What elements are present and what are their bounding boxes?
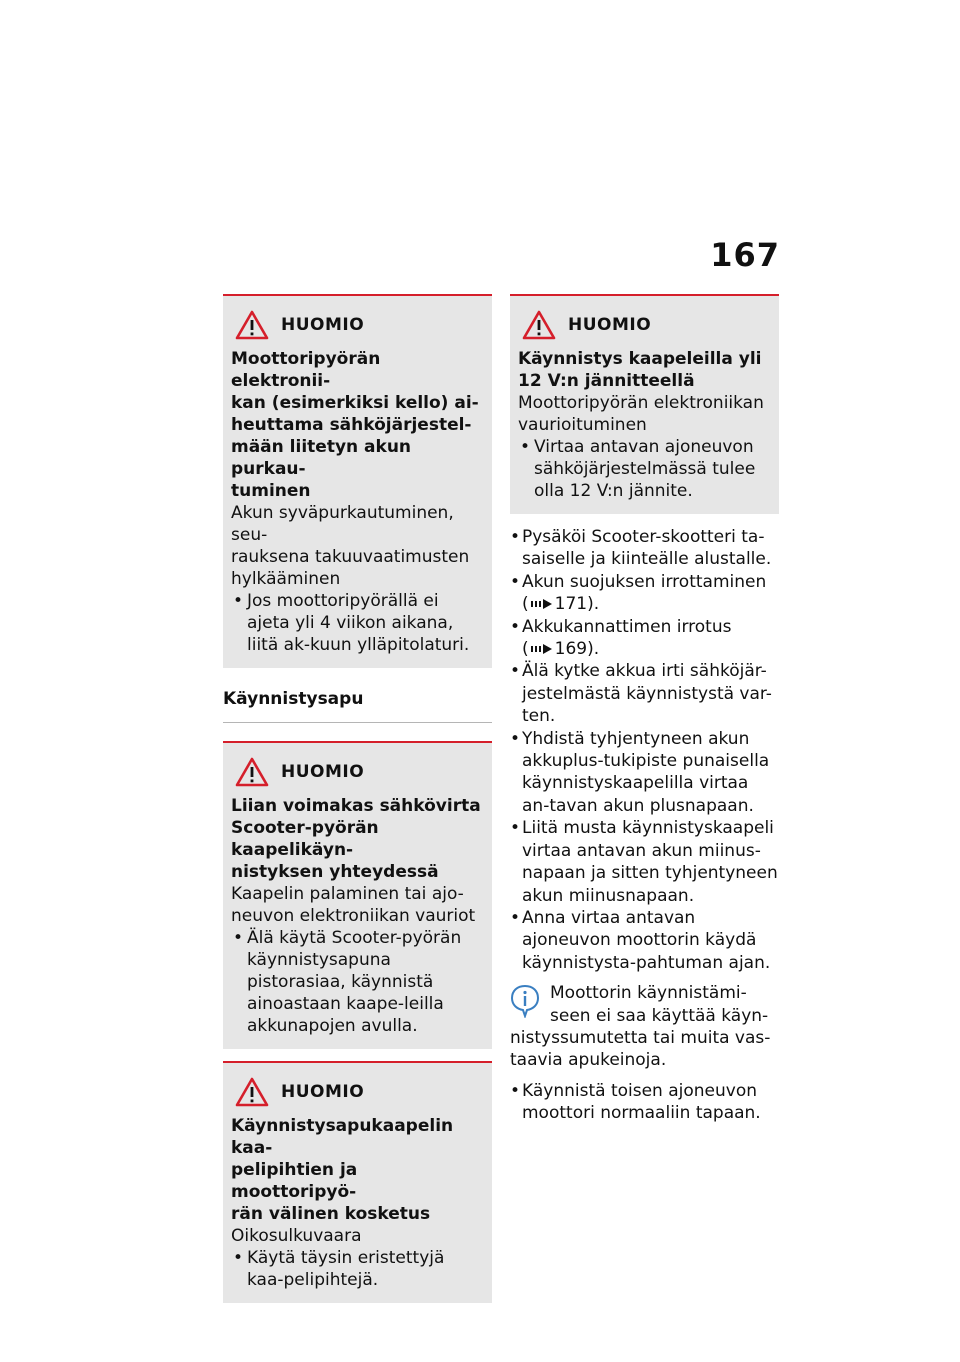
notice-hazard	[518, 348, 771, 392]
notice-battery-drain	[223, 294, 492, 668]
notice-consequence	[231, 883, 484, 927]
hazard-line: Scooter-pyörän kaapelikäyn-	[231, 818, 379, 860]
step-item: • Käynnistä toisen ajoneuvon moottori normaaliin tapaan.	[510, 1080, 779, 1125]
notice-title: HUOMIO	[281, 315, 365, 335]
bullet-item: • Jos moottoripyörällä ei ajeta yli 4 viikon aikana, liitä ak-kuun ylläpitolaturi.	[231, 590, 484, 656]
bullet-item: • Käytä täysin eristettyjä kaa-pelipihtejä.	[231, 1247, 484, 1291]
warning-triangle-icon	[235, 1077, 269, 1107]
step-item: • Yhdistä tyhjentyneen akun akkuplus-tukipiste punaisella käynnistyskaapelilla virtaa an-tavan akun plusnapaan.	[510, 728, 779, 818]
notice-overcurrent	[223, 741, 492, 1049]
page-reference-arrow-icon	[531, 643, 553, 655]
consequence-line: Moottoripyörän elektroniikan	[518, 393, 764, 413]
notice-consequence	[518, 392, 771, 436]
hazard-line: heuttama sähköjärjestel-	[231, 415, 472, 435]
notice-bullets	[231, 590, 484, 656]
procedure-steps-final	[510, 1080, 779, 1125]
hazard-line: kan (esimerkiksi kello) ai-	[231, 393, 479, 413]
warning-triangle-icon	[235, 310, 269, 340]
page-reference-arrow-icon	[531, 598, 553, 610]
hazard-line: mään liitetyn akun purkau-	[231, 437, 412, 479]
consequence-line: hylkääminen	[231, 569, 341, 589]
notice-consequence	[231, 502, 484, 590]
notice-title: HUOMIO	[281, 1082, 365, 1102]
hazard-line: nistyksen yhteydessä	[231, 862, 439, 882]
page-reference-link[interactable]: 169).	[554, 639, 600, 660]
hazard-line: Liian voimakas sähkövirta	[231, 796, 481, 816]
bullet-item: • Virtaa antavan ajoneuvon sähköjärjestelmässä tulee olla 12 V:n jännite.	[518, 436, 771, 502]
warning-triangle-icon	[522, 310, 556, 340]
hazard-line: Käynnistys kaapeleilla yli	[518, 349, 762, 369]
notice-hazard	[231, 1115, 484, 1225]
hazard-line: tuminen	[231, 481, 311, 501]
step-text: Akun suojuksen irrottaminen	[522, 571, 767, 592]
step-item-with-ref: • Akun suojuksen irrottaminen ( 171).	[510, 571, 779, 616]
notice-bullets	[518, 436, 771, 502]
info-icon	[510, 984, 540, 1018]
step-item-with-ref: • Akkukannattimen irrotus ( 169).	[510, 616, 779, 661]
procedure-steps	[510, 526, 779, 974]
bullet-item: • Älä käytä Scooter-pyörän käynnistysapuna pistorasiaa, käynnistä ainoastaan kaape-leilla akkunapojen avulla.	[231, 927, 484, 1037]
consequence-line: Kaapelin palaminen tai ajo-	[231, 884, 464, 904]
hazard-line: 12 V:n jännitteellä	[518, 371, 695, 391]
step-item: • Anna virtaa antavan ajoneuvon moottorin käydä käynnistysta-pahtuman ajan.	[510, 907, 779, 974]
hazard-line: Käynnistysapukaapelin kaa-	[231, 1116, 454, 1158]
page-reference-link[interactable]: 171).	[554, 594, 600, 615]
consequence-line: rauksena takuuvaatimusten	[231, 547, 470, 567]
notice-voltage	[510, 294, 779, 514]
step-item: • Pysäköi Scooter-skootteri ta-saiselle ja kiinteälle alustalle.	[510, 526, 779, 571]
page-number: 167	[710, 236, 780, 274]
step-item: • Liitä musta käynnistyskaapeli virtaa antavan akun miinus-napaan ja sitten tyhjentyneen akun miinusnapaan.	[510, 817, 779, 907]
notice-clamp-contact	[223, 1061, 492, 1303]
consequence-line: Akun syväpurkautuminen, seu-	[231, 503, 454, 545]
notice-bullets	[231, 1247, 484, 1291]
step-item: • Älä kytke akkua irti sähköjär-jestelmästä käynnistystä var-ten.	[510, 660, 779, 727]
hazard-line: pelipihtien ja moottoripyö-	[231, 1160, 358, 1202]
consequence-line: vaurioituminen	[518, 415, 647, 435]
hazard-line: Moottoripyörän elektronii-	[231, 349, 381, 391]
notice-hazard	[231, 795, 484, 883]
info-note	[510, 982, 779, 1072]
hazard-line: rän välinen kosketus	[231, 1204, 431, 1224]
consequence-line: neuvon elektroniikan vauriot	[231, 906, 476, 926]
notice-consequence	[231, 1225, 484, 1247]
step-text: Akkukannattimen irrotus	[522, 616, 732, 637]
notice-title: HUOMIO	[568, 315, 652, 335]
left-column	[223, 294, 492, 1315]
info-text: Moottorin käynnistämi-seen ei saa käyttää käyn-nistyssumutetta tai muita vas-taavia apukeinoja.	[510, 983, 771, 1071]
consequence-line: Oikosulkuvaara	[231, 1226, 362, 1246]
notice-title: HUOMIO	[281, 762, 365, 782]
notice-bullets	[231, 927, 484, 1037]
right-column	[510, 294, 779, 1125]
notice-hazard	[231, 348, 484, 502]
warning-triangle-icon	[235, 757, 269, 787]
section-heading: Käynnistysapu	[223, 680, 492, 723]
